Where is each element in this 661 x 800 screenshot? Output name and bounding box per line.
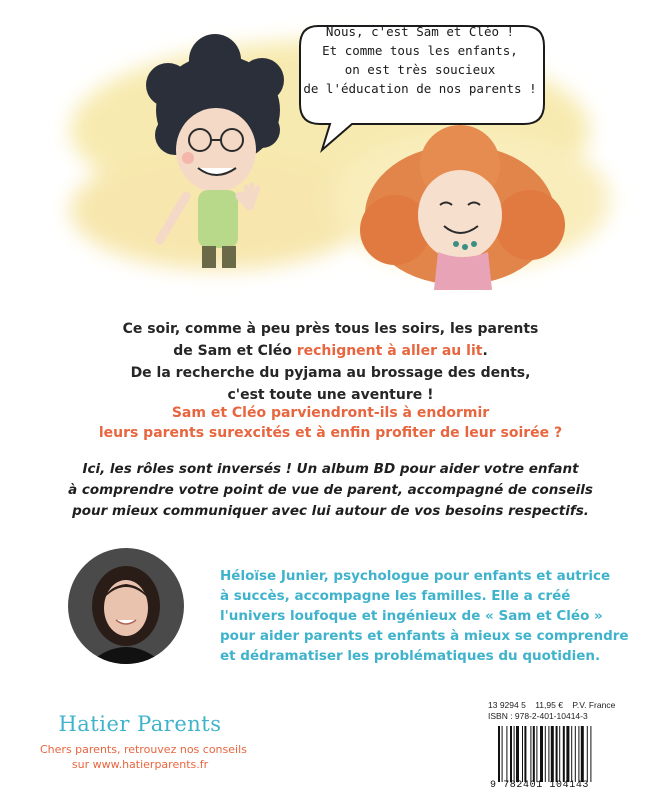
intro-highlight: rechignent à aller au lit <box>296 343 483 359</box>
barcode-bar <box>548 726 549 782</box>
brand-logo: Hatier Parents <box>58 712 222 736</box>
intro-line: De la recherche du pyjama au brossage des dents, <box>130 365 531 381</box>
barcode-bar <box>587 726 588 782</box>
barcode-block <box>488 700 628 792</box>
barcode-bar <box>514 726 515 782</box>
barcode-bar <box>581 726 584 782</box>
brand-website[interactable]: sur www.hatierparents.fr <box>71 758 209 771</box>
barcode-bar <box>556 726 558 782</box>
price-info <box>488 700 628 711</box>
speech-line: de l'éducation de nos parents ! <box>303 81 537 96</box>
intro-text: de Sam et Cléo <box>173 343 297 359</box>
barcode-bar <box>516 726 519 782</box>
tagline <box>0 403 661 443</box>
barcode-bar <box>578 726 579 782</box>
barcode-bar <box>524 726 526 782</box>
author-line: pour aider parents et enfants à mieux se comprendre <box>220 628 629 644</box>
pitch-line: à comprendre votre point de vue de parent, accompagné de conseils <box>68 482 593 498</box>
intro-paragraph <box>0 318 661 406</box>
author-photo <box>68 548 184 664</box>
brand-tagline: Chers parents, retrouvez nos conseils <box>40 743 247 756</box>
author-bio <box>220 566 640 666</box>
barcode-bar <box>559 726 560 782</box>
tagline-line: Sam et Cléo parviendront-ils à endormir <box>171 405 490 421</box>
barcode-bar <box>545 726 546 782</box>
author-line: et dédramatiser les problématiques du quotidien. <box>220 648 601 664</box>
author-text: , psychologue pour enfants et autrice <box>323 568 611 584</box>
intro-line-2 <box>0 340 661 362</box>
author-line: à succès, accompagne les familles. Elle a créé <box>220 588 571 604</box>
intro-line: c'est toute une aventure ! <box>227 387 434 403</box>
barcode-bar <box>571 726 572 782</box>
intro-text: . <box>482 343 488 359</box>
author-line <box>220 566 640 586</box>
product-code: 13 9294 5 <box>488 700 526 710</box>
barcode-bar <box>551 726 554 782</box>
price-note: P.V. France <box>572 700 616 710</box>
tagline-line: leurs parents surexcités et à enfin profiter de leur soirée ? <box>98 425 563 441</box>
isbn: ISBN : 978-2-401-10414-3 <box>488 711 588 721</box>
barcode-bar <box>540 726 543 782</box>
barcode-bar <box>566 726 569 782</box>
barcode-bar <box>502 726 503 782</box>
barcode-bar <box>590 726 591 782</box>
barcode-bar <box>522 726 523 782</box>
barcode-digits: 9 782401 104143 <box>490 780 590 791</box>
barcode-bar <box>563 726 565 782</box>
intro-line: Ce soir, comme à peu près tous les soirs, les parents <box>122 321 539 337</box>
price: 11,95 € <box>535 700 563 710</box>
pitch-line: pour mieux communiquer avec lui autour de vos besoins respectifs. <box>72 503 589 519</box>
author-line: l'univers loufoque et ingénieux de « Sam et Cléo » <box>220 608 603 624</box>
pitch-paragraph <box>0 459 661 522</box>
barcode-bar <box>498 726 500 782</box>
speech-line: Nous, c'est Sam et Cléo ! <box>325 24 515 39</box>
publisher-brand <box>40 712 247 772</box>
speech-bubble-text <box>300 22 540 122</box>
barcode-bar <box>510 726 512 782</box>
barcode-bar <box>506 726 507 782</box>
barcode-bar <box>536 726 537 782</box>
barcode-bar <box>530 726 531 782</box>
speech-line: Et comme tous les enfants, <box>322 43 518 58</box>
author-name: Héloïse Junier <box>220 568 324 584</box>
speech-line: on est très soucieux <box>344 62 496 77</box>
barcode-icon <box>498 726 628 782</box>
barcode-bar <box>575 726 576 782</box>
barcode-bar <box>533 726 535 782</box>
pitch-line: Ici, les rôles sont inversés ! Un album BD pour aider votre enfant <box>82 461 579 477</box>
